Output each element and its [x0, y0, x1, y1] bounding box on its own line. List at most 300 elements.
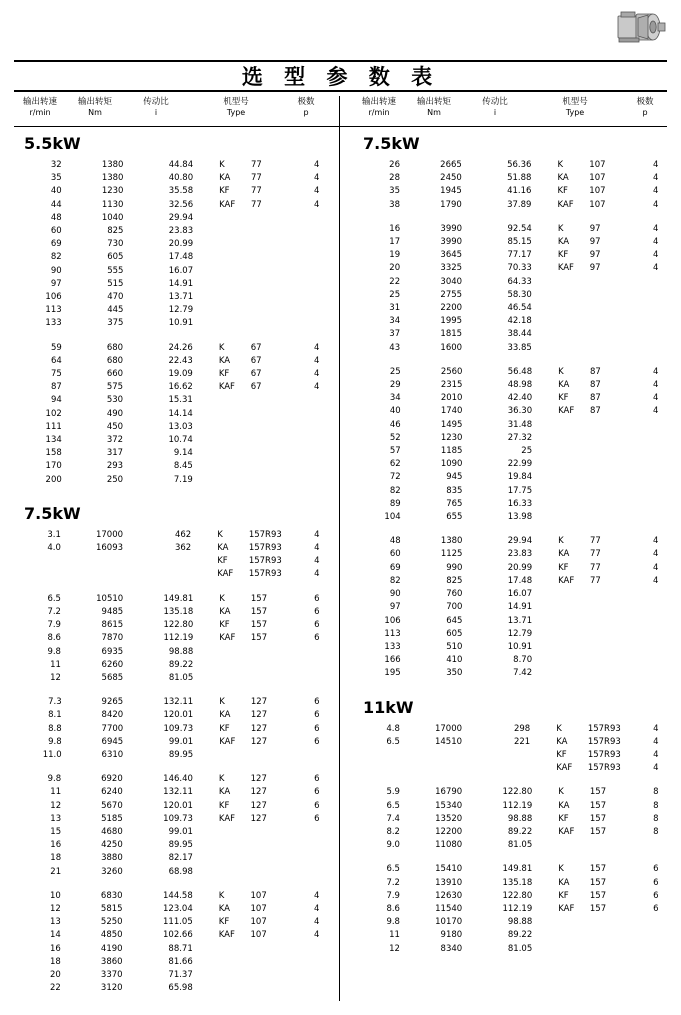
cell-poles: [301, 394, 332, 407]
cell-type-size: [251, 659, 302, 672]
cell-poles: [640, 315, 671, 328]
table-row: [14, 632, 332, 645]
cell-ratio: 25: [521, 446, 533, 457]
cell-type-size: [590, 641, 641, 654]
cell-output-speed: 7.9: [47, 620, 61, 631]
table-row: [353, 458, 671, 471]
table-row: [353, 943, 671, 956]
cell-output-speed: 133: [384, 641, 401, 652]
cell-type-size: 127: [250, 697, 268, 708]
cell-type-size: [251, 672, 302, 685]
cell-ratio: 89.22: [507, 930, 533, 941]
cell-output-torque: 645: [446, 615, 463, 626]
cell-type-size: 157: [250, 606, 268, 617]
cell-type-prefix: KAF: [558, 826, 575, 837]
cell-output-speed: 4.0: [47, 543, 61, 554]
cell-poles: 4: [314, 529, 320, 540]
cell-output-torque: 1380: [440, 536, 463, 547]
cell-poles: 4: [652, 223, 659, 234]
cell-poles: 4: [653, 160, 659, 170]
cell-output-speed: 38: [389, 199, 400, 210]
cell-output-speed: 48: [389, 536, 401, 547]
table-row: [14, 852, 332, 865]
cell-output-speed: 11: [389, 930, 400, 941]
table-row: [14, 646, 332, 659]
cell-output-torque: 4850: [100, 930, 123, 941]
cell-type-size: [590, 654, 641, 667]
cell-poles: 8: [653, 813, 659, 824]
cell-poles: [640, 302, 671, 315]
cell-output-speed: 19: [389, 250, 401, 261]
cell-output-speed: 34: [389, 393, 401, 404]
cell-ratio: 89.95: [168, 749, 194, 760]
cell-type-prefix: K: [557, 160, 564, 170]
cell-poles: 4: [653, 736, 659, 747]
cell-type-prefix: KF: [556, 749, 567, 760]
cell-output-torque: 6830: [100, 890, 123, 901]
table-row: [14, 786, 332, 799]
cell-output-torque: 17000: [434, 723, 463, 734]
table-row: [353, 615, 671, 628]
cell-poles: 4: [314, 199, 320, 210]
cell-type-size: [251, 646, 302, 659]
cell-output-speed: 113: [45, 305, 62, 316]
cell-type-size: 67: [250, 342, 262, 353]
cell-type-prefix: [209, 839, 251, 852]
cell-ratio: 92.54: [507, 223, 532, 234]
table-row: [353, 877, 671, 890]
spec-table: [353, 786, 671, 852]
cell-poles: 4: [314, 173, 320, 184]
spec-table: [14, 773, 332, 879]
cell-poles: [641, 943, 671, 956]
cell-type-size: [251, 852, 302, 865]
cell-output-speed: 35: [389, 186, 400, 197]
cell-type-size: [590, 419, 641, 432]
cell-type-size: [251, 434, 302, 447]
cell-output-speed: 43: [389, 342, 401, 353]
cell-type-size: [251, 866, 302, 879]
cell-ratio: 122.80: [163, 620, 194, 631]
table-row: [14, 619, 332, 632]
header-rpm: 输出转速: [22, 97, 57, 107]
cell-output-speed: 11: [50, 787, 62, 798]
header-poles: 极数: [297, 97, 315, 107]
cell-type-size: 107: [250, 890, 267, 901]
cell-poles: [301, 447, 332, 460]
cell-type-size: [251, 238, 302, 251]
cell-type-prefix: K: [558, 536, 564, 547]
cell-output-torque: 3120: [100, 983, 123, 994]
table-row: [353, 172, 671, 185]
column-headers-right: 输出转速 r/min 输出转矩 Nm 传动比 i 机型号 Type 极数 p: [361, 97, 654, 117]
table-row: [14, 568, 332, 581]
cell-output-torque: 375: [107, 318, 124, 329]
cell-poles: [302, 646, 332, 659]
cell-poles: 4: [314, 917, 320, 928]
cell-poles: [640, 458, 671, 471]
cell-type-size: 127: [250, 723, 268, 734]
cell-type-prefix: KAF: [556, 763, 573, 774]
spec-table: [14, 890, 332, 996]
cell-poles: 4: [653, 763, 659, 774]
cell-output-torque: 5815: [100, 903, 123, 914]
cell-type-size: 97: [589, 223, 601, 234]
cell-poles: 6: [653, 877, 659, 888]
spec-table: [14, 529, 332, 582]
cell-output-speed: 59: [50, 342, 62, 353]
table-row: [14, 408, 332, 421]
cell-type-size: [251, 460, 302, 473]
cell-ratio: 36.30: [507, 406, 533, 417]
cell-ratio: 122.80: [502, 890, 533, 901]
table-row: [14, 304, 332, 317]
table-row: [353, 641, 671, 654]
cell-ratio: 7.19: [173, 474, 193, 485]
cell-output-torque: 9265: [101, 697, 124, 708]
cell-output-torque: 10170: [435, 917, 463, 928]
cell-type-prefix: [548, 432, 590, 445]
cell-ratio: 46.54: [507, 303, 532, 314]
cell-ratio: 135.18: [163, 606, 194, 617]
cell-type-prefix: KF: [557, 250, 569, 261]
cell-output-torque: 2010: [440, 393, 463, 404]
cell-type-prefix: [548, 458, 590, 471]
cell-output-speed: 12: [50, 800, 62, 811]
cell-type-size: 157: [589, 787, 607, 798]
cell-ratio: 146.40: [163, 774, 193, 785]
cell-type-size: [590, 289, 641, 302]
cell-ratio: 98.88: [507, 917, 533, 928]
cell-output-torque: 4250: [101, 840, 123, 851]
header-type: 机型号: [223, 97, 249, 107]
table-row: [353, 654, 671, 667]
table-row: [14, 826, 332, 839]
table-row: [353, 342, 671, 355]
table-row: [14, 839, 332, 852]
cell-type-prefix: KAF: [557, 199, 574, 210]
cell-output-speed: 29: [389, 380, 401, 391]
cell-ratio: 22.99: [507, 459, 533, 470]
cell-type-size: [590, 615, 641, 628]
cell-output-torque: 655: [446, 512, 463, 523]
cell-output-speed: 69: [50, 239, 62, 250]
cell-poles: [301, 317, 332, 330]
cell-output-speed: 170: [45, 461, 62, 472]
cell-type-size: [251, 304, 302, 317]
cell-type-prefix: KAF: [218, 813, 236, 824]
cell-type-size: [251, 251, 302, 264]
table-row: [353, 471, 671, 484]
cell-poles: [640, 641, 671, 654]
cell-ratio: 109.73: [163, 723, 194, 734]
cell-type-prefix: [209, 251, 251, 264]
cell-output-speed: 57: [389, 446, 401, 457]
column-divider: [339, 96, 340, 1001]
cell-type-prefix: [209, 749, 251, 762]
cell-ratio: 13.71: [168, 292, 194, 303]
cell-output-speed: 166: [384, 655, 401, 666]
cell-ratio: 112.19: [502, 903, 533, 914]
block-spacer: [14, 487, 332, 498]
cell-output-speed: 14: [50, 930, 61, 941]
cell-output-speed: 20: [389, 263, 401, 274]
cell-type-prefix: [209, 291, 251, 304]
cell-output-torque: 470: [107, 292, 124, 303]
cell-type-size: [251, 212, 302, 225]
cell-output-torque: [410, 749, 476, 762]
cell-output-torque: [71, 555, 137, 568]
cell-poles: 4: [653, 575, 659, 586]
cell-type-size: [590, 498, 641, 511]
cell-type-prefix: [209, 956, 251, 969]
cell-ratio: 65.98: [168, 983, 193, 994]
cell-output-torque: 2665: [440, 160, 462, 170]
cell-ratio: 111.05: [163, 917, 193, 928]
cell-poles: [302, 659, 332, 672]
cell-ratio: 56.48: [507, 366, 533, 377]
cell-ratio: 32.56: [168, 199, 194, 210]
table-row: [14, 982, 332, 995]
cell-output-speed: 11.0: [42, 749, 62, 760]
cell-output-speed: 8.6: [47, 633, 61, 644]
cell-output-speed: 200: [45, 474, 62, 485]
cell-type-size: 67: [250, 369, 262, 380]
power-rating-heading: 11kW: [363, 697, 414, 717]
cell-type-size: 77: [589, 536, 601, 547]
cell-output-torque: 11540: [435, 903, 463, 914]
cell-output-speed: 90: [389, 589, 401, 600]
cell-type-prefix: KAF: [557, 263, 574, 274]
cell-ratio: 89.22: [168, 659, 194, 670]
cell-poles: 4: [314, 569, 320, 580]
cell-ratio: 16.62: [168, 382, 193, 393]
cell-type-size: [590, 511, 641, 524]
cell-output-speed: 40: [389, 406, 401, 417]
cell-output-speed: [353, 749, 410, 762]
cell-output-speed: 7.2: [386, 877, 400, 888]
cell-ratio: 89.95: [168, 840, 193, 851]
cell-poles: 4: [313, 355, 320, 366]
cell-ratio: 56.36: [507, 160, 532, 170]
cell-output-torque: 2315: [440, 380, 463, 391]
cell-output-torque: 293: [106, 461, 124, 472]
cell-output-speed: 6.5: [386, 864, 400, 875]
cell-ratio: 98.88: [168, 646, 194, 657]
cell-type-prefix: K: [217, 529, 223, 540]
cell-ratio: 77.17: [507, 250, 532, 261]
cell-ratio: 17.75: [507, 485, 533, 496]
cell-type-size: [590, 601, 641, 614]
cell-output-speed: 18: [50, 853, 62, 864]
cell-output-torque: 3990: [440, 223, 463, 234]
cell-ratio: 14.91: [168, 278, 194, 289]
cell-output-torque: 1790: [440, 199, 462, 210]
cell-type-prefix: [209, 672, 251, 685]
cell-type-size: [590, 458, 641, 471]
cell-poles: [640, 654, 671, 667]
cell-type-prefix: K: [219, 697, 225, 708]
cell-output-speed: 10: [50, 890, 61, 901]
cell-ratio: 362: [174, 543, 192, 554]
cell-type-size: 157: [250, 620, 268, 631]
power-rating-heading: 7.5kW: [363, 134, 420, 153]
cell-poles: 4: [653, 199, 659, 210]
cell-poles: 4: [653, 393, 659, 404]
cell-output-speed: [14, 568, 71, 581]
table-row: [14, 542, 332, 555]
block-spacer: [353, 212, 671, 223]
cell-ratio: 98.88: [507, 813, 533, 824]
cell-type-size: [251, 749, 302, 762]
cell-type-size: 67: [250, 355, 262, 366]
cell-type-prefix: [209, 943, 251, 956]
cell-type-size: 157: [589, 890, 607, 901]
cell-output-speed: 106: [384, 615, 401, 626]
cell-type-size: 127: [250, 787, 267, 798]
cell-ratio: 7.42: [513, 668, 533, 679]
cell-ratio: [137, 568, 207, 581]
cell-poles: [302, 826, 332, 839]
cell-ratio: 120.01: [163, 710, 194, 721]
cell-poles: 4: [313, 342, 320, 353]
table-row: [14, 659, 332, 672]
cell-output-speed: 31: [389, 303, 401, 314]
cell-type-size: [251, 447, 302, 460]
cell-output-torque: 8340: [440, 943, 463, 954]
cell-output-speed: 9.8: [48, 736, 62, 747]
cell-ratio: 17.48: [168, 252, 194, 263]
cell-poles: 4: [313, 382, 320, 393]
cell-type-size: [251, 278, 302, 291]
cell-type-size: 127: [250, 710, 268, 721]
cell-type-prefix: KAF: [558, 575, 575, 586]
cell-ratio: 81.05: [507, 840, 533, 851]
cell-output-speed: 113: [384, 628, 401, 639]
cell-ratio: 24.26: [168, 342, 193, 353]
spec-table: [14, 696, 332, 762]
table-row: [14, 342, 332, 355]
cell-output-speed: 3.1: [47, 529, 61, 540]
cell-type-size: 87: [589, 393, 601, 404]
cell-type-prefix: [209, 434, 251, 447]
cell-output-speed: 9.8: [386, 917, 400, 928]
cell-type-size: 77: [250, 160, 262, 170]
cell-output-speed: 102: [45, 408, 62, 419]
block-spacer: [14, 685, 332, 696]
cell-ratio: 40.80: [168, 173, 194, 184]
cell-output-speed: 8.6: [386, 903, 400, 914]
cell-type-size: 67: [250, 382, 262, 393]
table-row: [14, 813, 332, 826]
cell-output-torque: 3880: [101, 853, 123, 864]
cell-ratio: 81.05: [168, 672, 194, 683]
cell-type-size: [251, 474, 302, 487]
table-row: [14, 606, 332, 619]
cell-ratio: 13.03: [168, 421, 193, 432]
cell-type-size: [590, 445, 641, 458]
cell-output-torque: 410: [446, 655, 463, 666]
cell-ratio: 68.98: [168, 866, 193, 877]
cell-poles: 4: [653, 173, 659, 184]
table-row: [353, 786, 671, 799]
table-row: [353, 276, 671, 289]
cell-output-torque: 6935: [101, 646, 124, 657]
gearbox-icon: [615, 6, 667, 48]
table-row: [14, 238, 332, 251]
cell-output-torque: 12200: [435, 826, 463, 837]
table-row: [353, 185, 671, 198]
cell-output-torque: 1995: [440, 316, 463, 327]
table-row: [353, 315, 671, 328]
cell-output-speed: 18: [50, 956, 61, 967]
cell-poles: 6: [653, 890, 659, 901]
table-row: [14, 317, 332, 330]
cell-output-torque: 5685: [101, 672, 124, 683]
cell-type-size: 157R93: [587, 749, 621, 760]
cell-output-torque: [410, 762, 476, 775]
cell-output-torque: 990: [446, 562, 463, 573]
cell-ratio: 29.94: [507, 536, 533, 547]
cell-output-torque: 15340: [435, 800, 463, 811]
table-row: [353, 839, 671, 852]
table-row: [353, 379, 671, 392]
cell-ratio: 102.66: [163, 930, 193, 941]
table-row: [353, 749, 671, 762]
table-row: [14, 916, 332, 929]
table-row: [14, 278, 332, 291]
cell-output-speed: 69: [389, 562, 401, 573]
cell-type-prefix: [209, 866, 251, 879]
cell-output-speed: 17: [389, 237, 401, 248]
table-row: [14, 529, 332, 542]
cell-poles: [640, 432, 671, 445]
spec-table: [14, 593, 332, 685]
cell-output-torque: 7700: [101, 723, 124, 734]
cell-poles: [640, 328, 671, 341]
cell-type-size: 157: [250, 593, 268, 604]
cell-output-torque: 6310: [101, 749, 124, 760]
cell-type-size: 157: [589, 813, 607, 824]
cell-type-prefix: [548, 667, 590, 680]
cell-type-size: 157R93: [587, 723, 621, 734]
table-row: [14, 460, 332, 473]
cell-output-torque: 5185: [101, 813, 123, 824]
cell-poles: [301, 474, 332, 487]
cell-type-size: [590, 276, 641, 289]
cell-output-torque: 1600: [440, 342, 463, 353]
cell-poles: [640, 588, 671, 601]
cell-poles: [301, 278, 332, 291]
left-column: [14, 128, 332, 1006]
cell-poles: 4: [314, 543, 320, 554]
cell-ratio: 19.84: [507, 472, 533, 483]
cell-output-speed: 37: [389, 329, 401, 340]
cell-type-size: [251, 421, 302, 434]
cell-ratio: 12.79: [507, 628, 533, 639]
cell-ratio: 112.19: [502, 800, 533, 811]
cell-output-speed: 97: [389, 602, 401, 613]
cell-type-prefix: KF: [557, 186, 568, 197]
page-title: 选 型 参 数 表: [241, 65, 440, 89]
cell-output-speed: 35: [50, 173, 62, 184]
table-row: [14, 212, 332, 225]
cell-type-prefix: KF: [218, 369, 230, 380]
table-row: [14, 251, 332, 264]
cell-type-prefix: KAF: [217, 569, 234, 580]
cell-type-prefix: KA: [558, 877, 570, 888]
cell-output-torque: 4190: [100, 943, 123, 954]
